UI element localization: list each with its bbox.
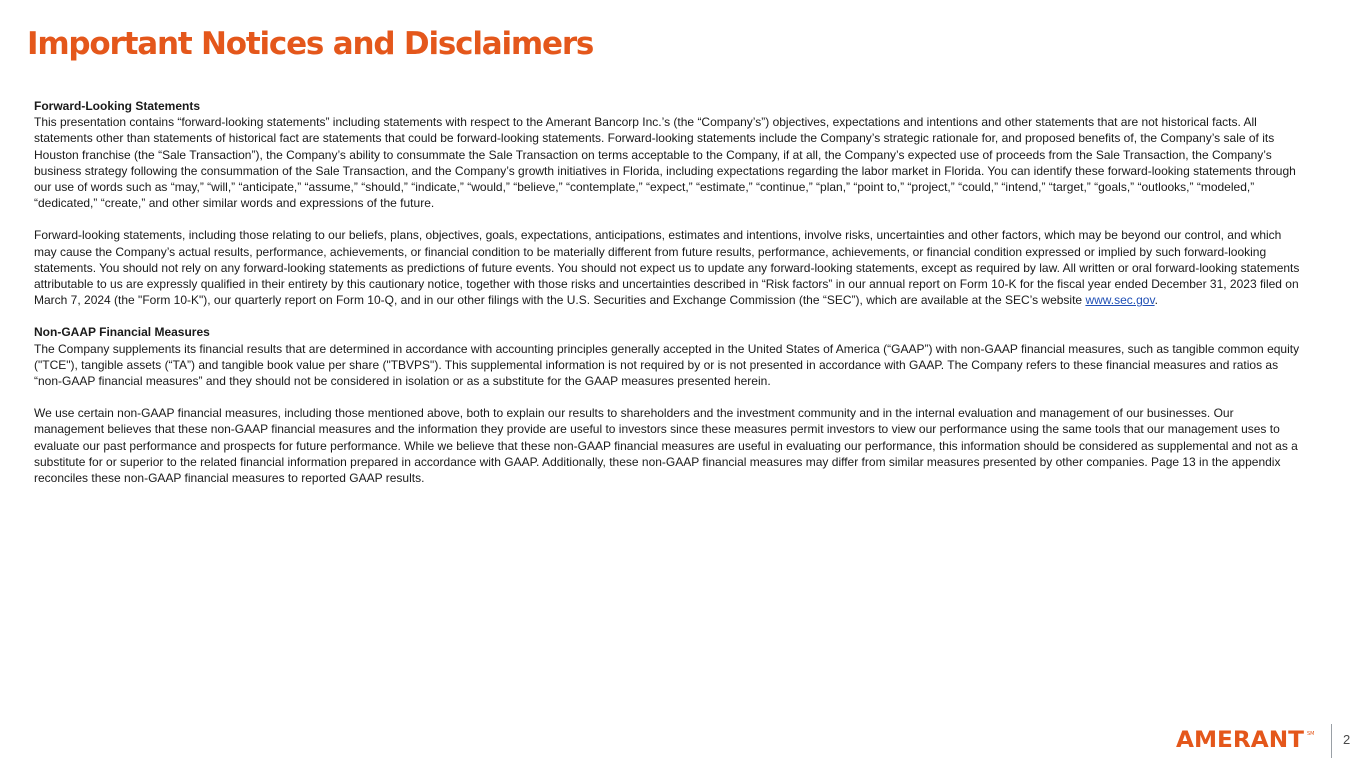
paragraph-spacer xyxy=(34,211,1302,227)
slide-footer xyxy=(1145,708,1365,768)
non-gaap-heading: Non-GAAP Financial Measures xyxy=(34,325,210,340)
forward-looking-paragraph-2-text: Forward-looking statements, including those relating to our beliefs, plans, objectives, goals, expectations, anticipations, estimates and intentions, involve risks, uncertainties and other factors, which may be beyond our control, and which may cause the Company’s actual results, performance, achievements, or financial condition to be materially different from future results, performance, achievements, or financial condition expressed or implied by such forward-looking statements. You should not rely on any forward-looking statements as predictions of future events. You should not expect us to update any forward-looking statements, except as required by law. All written or oral forward-looking statements attributable to us are expressly qualified in their entirety by this cautionary notice, together with those risks and uncertainties described in “Risk factors” in our annual report on Form 10-K for the fiscal year ended December 31, 2023 filed on March 7, 2024 (the "Form 10-K"), our quarterly report on Form 10-Q, and in our other filings with the U.S. Securities and Exchange Commission (the “SEC”), which are available at the SEC’s website xyxy=(34,228,1300,308)
sec-website-link[interactable]: www.sec.gov xyxy=(1085,293,1155,308)
amerant-logo-text: AMERANT xyxy=(1176,728,1304,749)
forward-looking-paragraph-2-end: . xyxy=(1154,293,1158,308)
forward-looking-heading: Forward-Looking Statements xyxy=(34,99,201,113)
footer-divider xyxy=(1331,724,1332,758)
forward-looking-paragraph-2 xyxy=(34,227,1302,308)
paragraph-spacer xyxy=(34,308,1302,324)
paragraph-spacer xyxy=(34,389,1302,405)
forward-looking-paragraph-1: This presentation contains “forward-looking statements” including statements with respect to the Amerant Bancorp Inc.’s (the “Company’s”) objectives, expectations and intentions and other statements that are not historical facts. All statements other than statements of historical fact are statements that could be forward-looking statements. Forward-looking statements include the Company’s strategic rationale for, and proposed benefits of, the Company’s sale of its Houston franchise (the “Sale Transaction”), the Company’s ability to consummate the Sale Transaction on terms acceptable to the Company, if at all, the Company’s expected use of proceeds from the Sale Transaction, the Company’s business strategy following the consummation of the Sale Transaction, and the Company’s growth initiatives in Florida, including expectations regarding the labor market in Florida. You can identify these forward-looking statements through our use of words such as “may,” “will,” “anticipate,” “assume,” “should,” “indicate,” “would,” “believe,” “contemplate,” “expect,” “estimate,” “continue,” “plan,” “point to,” “project,” “could,” “intend,” “target,” “goals,” “outlooks,” “modeled,” “dedicated,” “create,” and other similar words and expressions of the future. xyxy=(34,115,1296,211)
non-gaap-paragraph-2: We use certain non-GAAP financial measures, including those mentioned above, both to explain our results to shareholders and the investment community and in the internal evaluation and management of our businesses. Our management believes that these non-GAAP financial measures and the information they provide are useful to investors since these measures permit investors to view our performance using the same tools that our management uses to evaluate our past performance and prospects for future performance. While we believe that these non-GAAP financial measures are useful in evaluating our performance, this information should be considered as supplemental and not as a substitute for or superior to the related financial information prepared in accordance with GAAP. Additionally, these non-GAAP financial measures may differ from similar measures presented by other companies. Page 13 in the appendix reconciles these non-GAAP financial measures to reported GAAP results. xyxy=(34,406,1298,486)
non-gaap-paragraph-1: The Company supplements its financial results that are determined in accordance with accounting principles generally accepted in the United States of America (“GAAP”) with non-GAAP financial measures, such as tangible common equity ("TCE"), tangible assets (“TA”) and tangible book value per share ("TBVPS"). This supplemental information is not required by or is not presented in accordance with GAAP. The Company refers to these financial measures and ratios as “non-GAAP financial measures” and they should not be considered in isolation or as a substitute for the GAAP measures presented herein. xyxy=(34,341,1300,389)
page-number: 2 xyxy=(1343,732,1351,747)
service-mark: SM xyxy=(1307,731,1315,737)
amerant-logo xyxy=(1176,727,1316,749)
disclaimer-body xyxy=(34,98,1302,486)
page-title: Important Notices and Disclaimers xyxy=(27,26,594,62)
